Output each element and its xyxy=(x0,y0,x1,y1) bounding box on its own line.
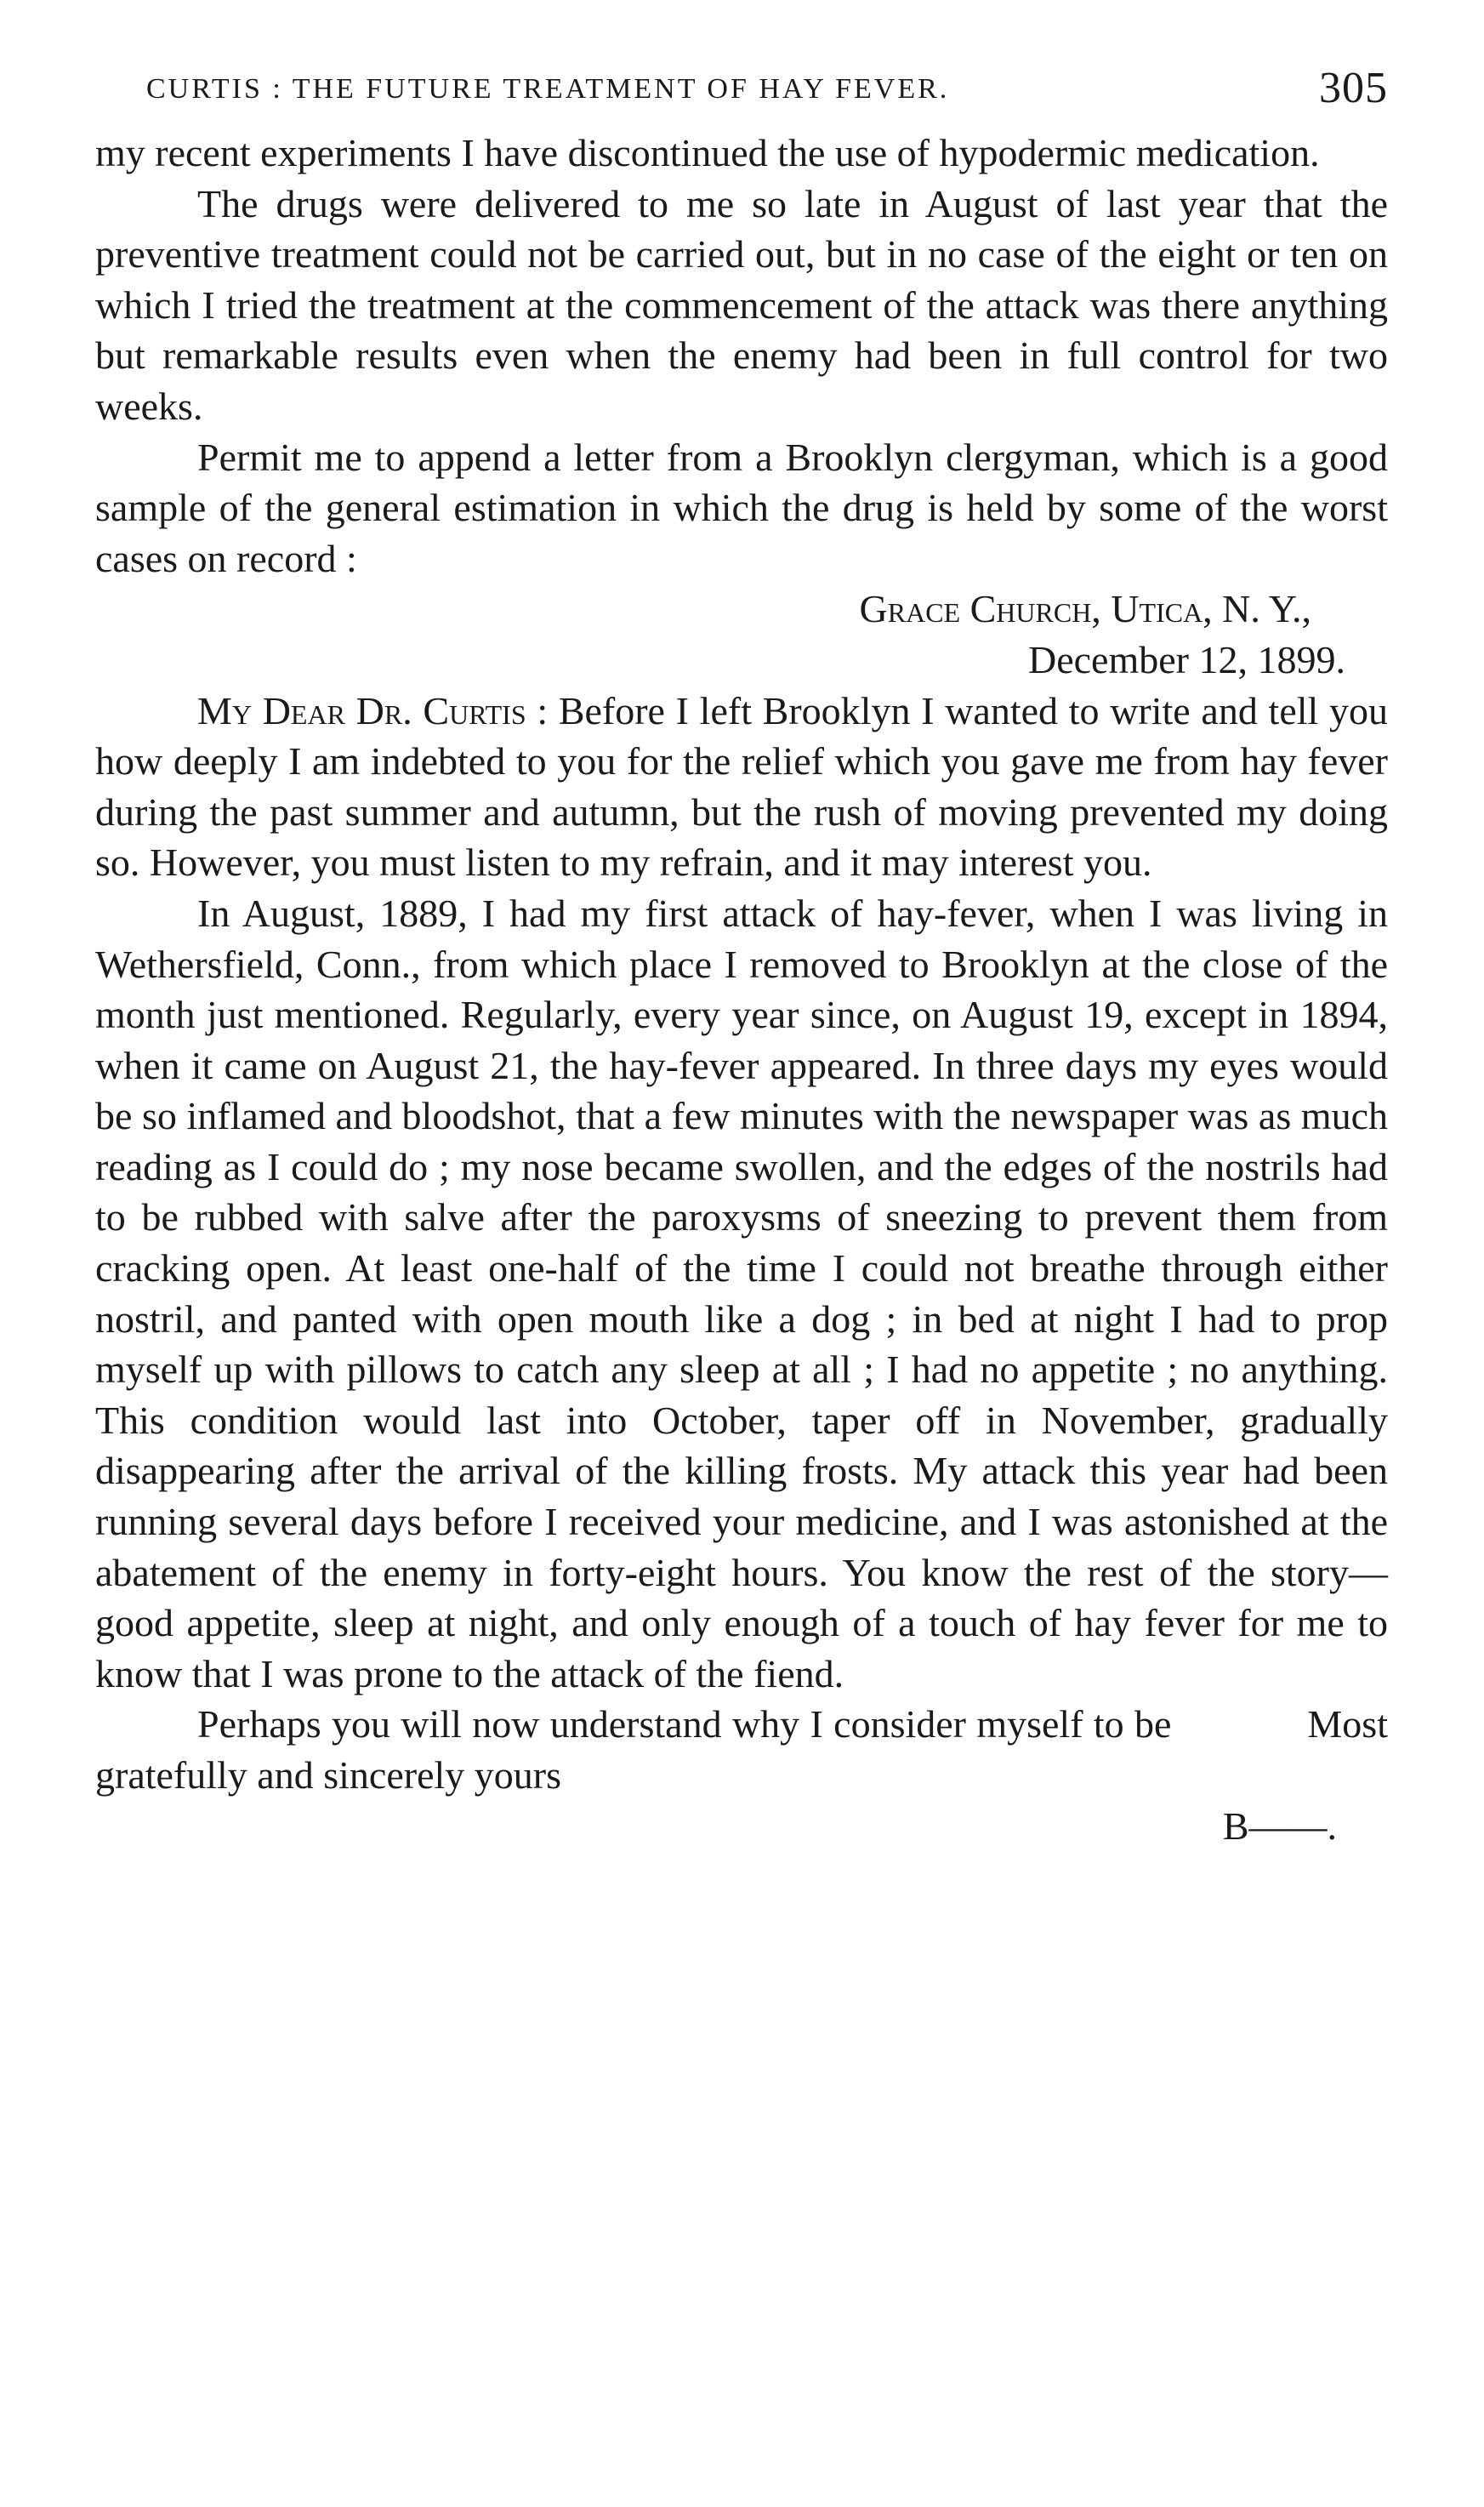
article-body xyxy=(95,128,1388,1851)
page-number: 305 xyxy=(1319,64,1388,112)
running-head xyxy=(95,51,1388,128)
running-title: CURTIS : THE FUTURE TREATMENT OF HAY FEVER. xyxy=(146,73,950,105)
letter-paragraph-opening xyxy=(95,686,1388,888)
letter-closing: Most gratefully and sincerely yours xyxy=(95,1702,1388,1797)
letter-place: Grace Church, Utica, N. Y., xyxy=(859,587,1311,631)
letter-salutation: My Dear Dr. Curtis : xyxy=(197,688,549,732)
paragraph-drugs-delivered: The drugs were delivered to me so late in August of last year that the preventive treatment could not be carried out, but in no case of the eight or ten on which I tried the treatment at the commencement of the attack was there anything but remarkable results even when the enemy had been in full control for two weeks. xyxy=(95,181,1388,428)
letter-paragraph-history: In August, 1889, I had my first attack of hay-fever, when I was living in Wethersfield, Conn., from which place I removed to Brooklyn at the close of the month just mentioned. Regularly, every year since, on August 19, except in 1894, when it came on August 21, the hay-fever appeared. In three days my eyes would be so inflamed and bloodshot, that a few minutes with the newspaper was as much reading as I could do ; my nose became swollen, and the edges of the nostrils had to be rubbed with salve after the paroxysms of sneezing to prevent them from cracking open. At least one-half of the time I could not breathe through either nostril, and panted with open mouth like a dog ; in bed at night I had to prop myself up with pillows to catch any sleep at all ; I had no appetite ; no anything. This condition would last into October, taper off in November, gradually disappearing after the arrival of the killing frosts. My attack this year had been running several days before I received your medicine, and I was astonished at the abatement of the enemy in forty-eight hours. You know the rest of the story—good appetite, sleep at night, and only enough of a touch of hay fever for me to know that I was prone to the attack of the fiend. xyxy=(95,891,1388,1695)
letter-paragraph-1-text: Before I left Brooklyn I wanted to write and tell you how deeply I am indebted to you for the relief which you gave me from hay fever during the past summer and autumn, but the rush of moving prevented my doing so. However, you must listen to my refrain, and it may interest you. xyxy=(95,688,1389,885)
book-page xyxy=(95,51,1388,1851)
paragraph-append-letter: Permit me to append a letter from a Brooklyn clergyman, which is a good sample of the general estimation in which the drug is held by some of the worst cases on record : xyxy=(95,435,1388,580)
letter-heading xyxy=(95,584,1388,685)
paragraph-continuation: my recent experiments I have discontinued the use of hypodermic medication. xyxy=(95,131,1320,174)
letter-date: December 12, 1899. xyxy=(1028,637,1345,681)
letter-paragraph-closing xyxy=(95,1699,1388,1800)
letter-signature: B——. xyxy=(1222,1803,1337,1848)
letter-closing-lead: Perhaps you will now understand why I consider myself to be xyxy=(197,1702,1172,1746)
